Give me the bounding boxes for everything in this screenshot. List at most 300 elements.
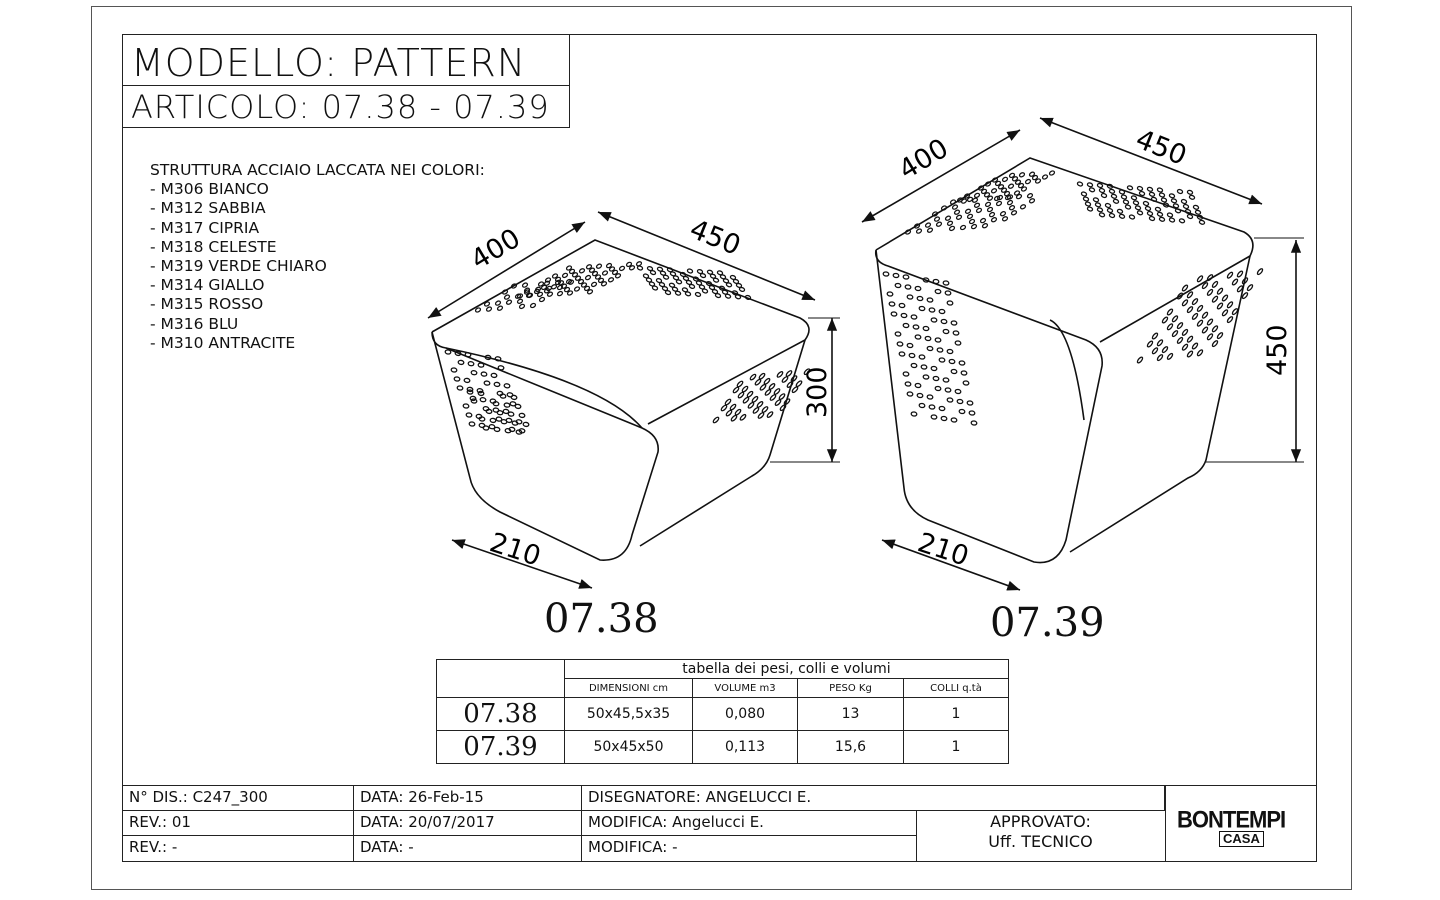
perforation-dot: [1111, 194, 1117, 199]
perforation-dot: [1187, 335, 1194, 342]
perforation-dot: [1113, 199, 1119, 204]
perforation-dot: [494, 427, 500, 432]
perforation-dot: [965, 208, 971, 214]
perforation-dot: [916, 228, 922, 234]
date-1: DATA: 26-Feb-15: [353, 785, 582, 811]
seat-outline-07-39: [876, 158, 1253, 342]
perforation-dot: [957, 399, 963, 404]
perforation-dot: [1182, 284, 1189, 291]
perforation-dot: [903, 275, 909, 280]
perforation-dot: [935, 386, 941, 391]
perforation-dot: [1167, 212, 1173, 217]
perforation-dot: [479, 417, 485, 422]
bontempi-logo: [1165, 787, 1315, 860]
perforation-dot: [1217, 287, 1224, 294]
table-header: PESO Kg: [798, 679, 904, 698]
perforation-dot: [491, 373, 497, 378]
perforation-dot: [451, 368, 457, 373]
perforation-dot: [1227, 316, 1234, 323]
perforation-dot: [758, 373, 765, 380]
perforation-dot: [1202, 311, 1209, 318]
perforation-dot: [1007, 200, 1013, 206]
perforation-dot: [530, 303, 536, 309]
perforation-dot: [925, 222, 931, 228]
perforation-dot: [739, 287, 745, 292]
perforation-dot: [493, 401, 499, 406]
perforation-dot: [675, 291, 681, 296]
perforation-dot: [539, 297, 545, 303]
perforation-dot: [1187, 306, 1194, 313]
perforation-dot: [1161, 197, 1167, 202]
perforation-dot: [481, 372, 487, 377]
perforation-dot: [1127, 185, 1133, 190]
perforation-dot: [935, 289, 941, 294]
perforation-dot: [909, 353, 915, 358]
perforation-dot: [893, 273, 899, 278]
perforation-dot: [712, 416, 719, 423]
perforation-dot: [715, 293, 721, 298]
perforation-dot: [945, 388, 951, 393]
perforation-dot: [1093, 197, 1099, 202]
perforation-dot: [504, 294, 510, 300]
perforation-dot: [507, 392, 513, 397]
perforation-dot: [911, 412, 917, 417]
table-header: COLLI q.tà: [904, 679, 1009, 698]
perforation-dot: [891, 312, 897, 317]
perforation-dot: [980, 218, 986, 224]
inner-edge-07-39: [1050, 320, 1084, 420]
perforation-dot: [1217, 332, 1224, 339]
perforation-dot: [971, 224, 977, 230]
perforation-dot: [652, 285, 658, 290]
perforation-dot: [551, 284, 557, 290]
perforation-dot: [596, 263, 602, 269]
perforation-dot: [1117, 209, 1123, 214]
row-volume: 0,113: [693, 731, 798, 764]
perforation-dot: [465, 352, 471, 357]
perforation-dot: [1212, 295, 1219, 302]
perforation-dot: [915, 383, 921, 388]
perforation-dot: [457, 386, 463, 391]
perforation-dot: [1207, 318, 1214, 325]
perforation-dot: [974, 202, 980, 208]
perforation-dot: [1105, 203, 1111, 208]
perforation-dot: [512, 421, 518, 426]
perforation-dot: [1172, 330, 1179, 337]
perforation-dot: [1197, 305, 1204, 312]
perforation-dot: [899, 303, 905, 308]
perforation-dot: [749, 373, 756, 380]
perforation-dot: [736, 380, 743, 387]
perforation-dot: [905, 229, 911, 235]
perforation-dot: [974, 193, 980, 199]
perforation-dot: [702, 288, 708, 293]
perforation-dot: [1193, 205, 1199, 210]
color-item: - M319 VERDE CHIARO: [150, 257, 327, 276]
perforation-dot: [1119, 214, 1125, 219]
perforation-dot: [996, 201, 1002, 207]
perforation-dot: [713, 278, 719, 283]
perforation-dot: [925, 336, 931, 341]
perforation-dot: [729, 403, 736, 410]
perforation-dot: [1212, 325, 1219, 332]
perforation-dot: [741, 385, 748, 392]
perforation-dot: [495, 356, 501, 361]
perforation-dot: [1175, 208, 1181, 213]
perforation-dot: [899, 352, 905, 357]
modification-1: MODIFICA: Angelucci E.: [581, 810, 917, 836]
perforation-dot: [1197, 349, 1204, 356]
perforation-dot: [1167, 353, 1174, 360]
perforation-dot: [1192, 342, 1199, 349]
row-volume: 0,080: [693, 698, 798, 731]
perforation-dot: [523, 422, 529, 427]
perforation-dot: [953, 331, 959, 336]
side-face-07-38: [640, 340, 805, 546]
perforation-dot: [903, 323, 909, 328]
row-colli: 1: [904, 698, 1009, 731]
perforation-dot: [545, 277, 551, 283]
perforation-dot: [1099, 212, 1105, 217]
perforation-dot: [917, 296, 923, 301]
perforation-dot: [471, 370, 477, 375]
perforation-dot: [522, 282, 528, 288]
perforation-dot: [1227, 301, 1234, 308]
perforation-dot: [1187, 190, 1193, 195]
perforation-dot: [763, 378, 770, 385]
weights-table: [436, 659, 1009, 764]
perforation-dot: [1077, 181, 1083, 186]
perforation-dot: [959, 409, 965, 414]
perforation-dot: [768, 383, 775, 390]
perforation-dot: [1177, 337, 1184, 344]
perforation-dot: [1227, 271, 1234, 278]
modification-2: MODIFICA: -: [581, 835, 917, 862]
perforation-dot: [952, 204, 958, 210]
perforation-dot: [637, 265, 643, 270]
perforation-dot: [1147, 211, 1153, 216]
perforation-dot: [1083, 196, 1089, 201]
row-dimensions: 50x45x50: [565, 731, 693, 764]
perforation-dot: [1011, 210, 1017, 216]
perforation-dot: [1143, 201, 1149, 206]
perforation-dot: [1185, 209, 1191, 214]
table-caption: tabella dei pesi, colli e volumi: [565, 660, 1009, 679]
perforation-dot: [1101, 193, 1107, 198]
perforation-dot: [1109, 189, 1115, 194]
perforation-dot: [954, 209, 960, 215]
perforation-dot: [1157, 354, 1164, 361]
perforation-dot: [927, 227, 933, 233]
perforation-dot: [947, 220, 953, 226]
perforation-dot: [976, 208, 982, 214]
perforation-dot: [1151, 197, 1157, 202]
perforation-dot: [911, 363, 917, 368]
perforation-dot: [1169, 193, 1175, 198]
perforation-dot: [927, 346, 933, 351]
perforation-dot: [947, 398, 953, 403]
perforation-dot: [919, 306, 925, 311]
perforation-dot: [515, 404, 521, 409]
perforation-dot: [557, 291, 563, 297]
color-item: - M317 CIPRIA: [150, 218, 260, 237]
color-item: - M306 BIANCO: [150, 180, 269, 199]
logo-text: BONTEMPI: [1177, 805, 1286, 834]
perforation-dot: [585, 275, 591, 281]
row-dimensions: 50x45,5x35: [565, 698, 693, 731]
perforation-dot: [1085, 201, 1091, 206]
perforation-dot: [956, 214, 962, 220]
perforation-dot: [947, 301, 953, 306]
perforation-dot: [497, 305, 503, 311]
perforation-dot: [951, 369, 957, 374]
perforation-dot: [941, 205, 947, 211]
perforation-dot: [897, 342, 903, 347]
perforation-dot: [469, 422, 475, 427]
perforation-dot: [939, 309, 945, 314]
perforation-dot: [945, 215, 951, 221]
perforation-dot: [1002, 216, 1008, 222]
perforation-dot: [971, 421, 977, 426]
perforation-dot: [687, 268, 693, 273]
perforation-dot: [773, 388, 780, 395]
perforation-dot: [1137, 210, 1143, 215]
perforation-dot: [943, 378, 949, 383]
drawing-07-39: [862, 118, 1304, 590]
perforation-dot: [1008, 183, 1014, 189]
date-3: DATA: -: [353, 835, 582, 862]
perforation-dot: [955, 341, 961, 346]
perforation-dot: [969, 411, 975, 416]
perforation-dot: [1159, 192, 1165, 197]
perforation-dot: [1133, 200, 1139, 205]
perforation-dot: [1123, 199, 1129, 204]
perforation-dot: [500, 394, 506, 399]
perforation-dot: [497, 410, 503, 415]
perforation-dot: [504, 403, 510, 408]
row-code: 07.38: [437, 698, 565, 731]
perforation-dot: [991, 188, 997, 194]
perforation-dot: [1217, 302, 1224, 309]
perforation-dot: [665, 290, 671, 295]
perforation-dot: [982, 223, 988, 229]
perforation-dot: [1020, 204, 1026, 210]
perforation-dot: [905, 285, 911, 290]
perforation-dot: [935, 338, 941, 343]
perforation-dot: [963, 381, 969, 386]
perforation-dot: [1207, 274, 1214, 281]
perforation-dot: [480, 397, 486, 402]
table-row: [437, 698, 1009, 731]
perforation-dot: [919, 403, 925, 408]
drawing-number: N° DIS.: C247_300: [122, 785, 354, 811]
perforation-dot: [591, 282, 597, 288]
perforation-dot: [1147, 187, 1153, 192]
perforation-dot: [505, 428, 511, 433]
perforation-dot: [923, 375, 929, 380]
perforation-dot: [1195, 210, 1201, 215]
perforation-dot: [519, 304, 525, 310]
color-item: - M315 ROSSO: [150, 295, 264, 314]
perforation-dot: [1099, 188, 1105, 193]
perforation-dot: [726, 282, 732, 287]
model-title: MODELLO: PATTERN: [131, 41, 527, 85]
perforation-dot: [1157, 187, 1163, 192]
row-colli: 1: [904, 731, 1009, 764]
perforation-dot: [1172, 315, 1179, 322]
perforation-dot: [785, 370, 792, 377]
perforation-dot: [495, 300, 501, 306]
row-code: 07.39: [437, 731, 565, 764]
perforation-dot: [911, 315, 917, 320]
perforation-dot: [917, 393, 923, 398]
perforation-dot: [1167, 323, 1174, 330]
row-weight: 15,6: [798, 731, 904, 764]
perforation-dot: [919, 355, 925, 360]
perforation-dot: [931, 415, 937, 420]
perforation-dot: [1247, 284, 1254, 291]
dim-height-07-38: 300: [802, 366, 833, 418]
perforation-dot: [945, 291, 951, 296]
perforation-dot: [1109, 213, 1115, 218]
perforation-dot: [1027, 193, 1033, 199]
perforation-dot: [483, 426, 489, 431]
product-code-07-39: 07.39: [990, 600, 1105, 646]
perforation-dot: [955, 389, 961, 394]
perforation-dot: [1157, 339, 1164, 346]
perforation-dot: [1182, 343, 1189, 350]
perforation-dot: [463, 404, 469, 409]
perforation-dot: [905, 382, 911, 387]
perforation-dot: [478, 363, 484, 368]
perforation-dot: [907, 392, 913, 397]
perforation-dot: [502, 289, 508, 295]
perforation-dot: [700, 273, 706, 278]
perforation-dot: [1121, 194, 1127, 199]
perforation-dot: [602, 270, 608, 276]
perforation-dot: [1169, 217, 1175, 222]
perforation-dot: [1202, 326, 1209, 333]
perforation-dot: [685, 291, 691, 296]
color-item: - M316 BLU: [150, 314, 239, 333]
perforation-dot: [1152, 332, 1159, 339]
perforation-dot: [498, 365, 504, 370]
perforation-dot: [895, 332, 901, 337]
perforation-dot: [486, 306, 492, 312]
perforation-dot: [901, 313, 907, 318]
perforation-dot: [493, 408, 499, 413]
perforation-dot: [951, 321, 957, 326]
perforation-dot: [1009, 205, 1015, 211]
perforation-dot: [739, 414, 746, 421]
perforation-dot: [1171, 198, 1177, 203]
perforation-dot: [887, 292, 893, 297]
perforation-dot: [776, 371, 783, 378]
table-header: DIMENSIONI cm: [565, 679, 693, 698]
perforation-dot: [1042, 174, 1048, 180]
dim-width-07-39: 450: [1131, 123, 1191, 172]
perforation-dot: [1089, 187, 1095, 192]
perforation-dot: [989, 212, 995, 218]
perforation-dot: [650, 270, 656, 275]
perforation-dot: [1019, 172, 1025, 178]
perforation-dot: [1029, 198, 1035, 204]
perforation-dot: [1107, 208, 1113, 213]
perforation-dot: [1049, 170, 1055, 176]
perforation-dot: [933, 279, 939, 284]
perforation-dot: [608, 277, 614, 283]
dim-depth-07-39: 400: [893, 132, 954, 187]
perforation-dot: [936, 221, 942, 227]
perforation-dot: [494, 382, 500, 387]
perforation-dot: [511, 395, 517, 400]
perforation-dot: [1000, 211, 1006, 217]
perforation-dot: [1131, 195, 1137, 200]
perforation-dot: [1081, 191, 1087, 196]
perforation-dot: [937, 348, 943, 353]
perforation-dot: [501, 419, 507, 424]
perforation-dot: [1182, 329, 1189, 336]
perforation-dot: [1257, 268, 1264, 275]
perforation-dot: [931, 366, 937, 371]
perforation-dot: [695, 292, 701, 297]
perforation-dot: [939, 358, 945, 363]
perforation-dot: [907, 295, 913, 300]
perforation-dot: [961, 371, 967, 376]
perforation-dot: [931, 318, 937, 323]
perforation-dot: [1149, 192, 1155, 197]
perforation-dot: [950, 199, 956, 205]
perforation-dot: [967, 401, 973, 406]
perforation-dot: [1197, 275, 1204, 282]
perforation-dot: [746, 391, 753, 398]
perforation-dot: [734, 409, 741, 416]
revision-1: REV.: 01: [122, 810, 354, 836]
perforation-dot: [949, 359, 955, 364]
perforation-dot: [725, 294, 731, 299]
perforation-dot: [1192, 298, 1199, 305]
perforation-dot: [724, 398, 731, 405]
revision-2: REV.: -: [122, 835, 354, 862]
perforation-dot: [689, 284, 695, 289]
perforation-dot: [1212, 340, 1219, 347]
perforation-dot: [941, 416, 947, 421]
perforation-dot: [1232, 278, 1239, 285]
perforation-dot: [479, 423, 485, 428]
dim-width-07-38: 450: [685, 213, 745, 262]
perforation-dot: [1137, 356, 1144, 363]
approved-label: APPROVATO:: [990, 812, 1091, 831]
perforation-dot: [676, 279, 682, 284]
perforation-dot: [903, 372, 909, 377]
table-corner: [437, 660, 565, 698]
perforation-dot: [949, 226, 955, 232]
logo-subtext: CASA: [1219, 831, 1264, 847]
perforation-dot: [1167, 308, 1174, 315]
perforation-dot: [933, 376, 939, 381]
perforation-dot: [579, 268, 585, 274]
front-face-07-38: [432, 332, 658, 560]
perforation-dot: [1183, 204, 1189, 209]
perforation-dot: [1087, 206, 1093, 211]
perforation-dot: [466, 413, 472, 418]
perforation-dot: [895, 283, 901, 288]
perforation-dot: [959, 361, 965, 366]
perforation-dot: [1207, 289, 1214, 296]
product-code-07-38: 07.38: [544, 596, 659, 642]
perforation-dot: [934, 216, 940, 222]
perforation-dot: [1087, 182, 1093, 187]
